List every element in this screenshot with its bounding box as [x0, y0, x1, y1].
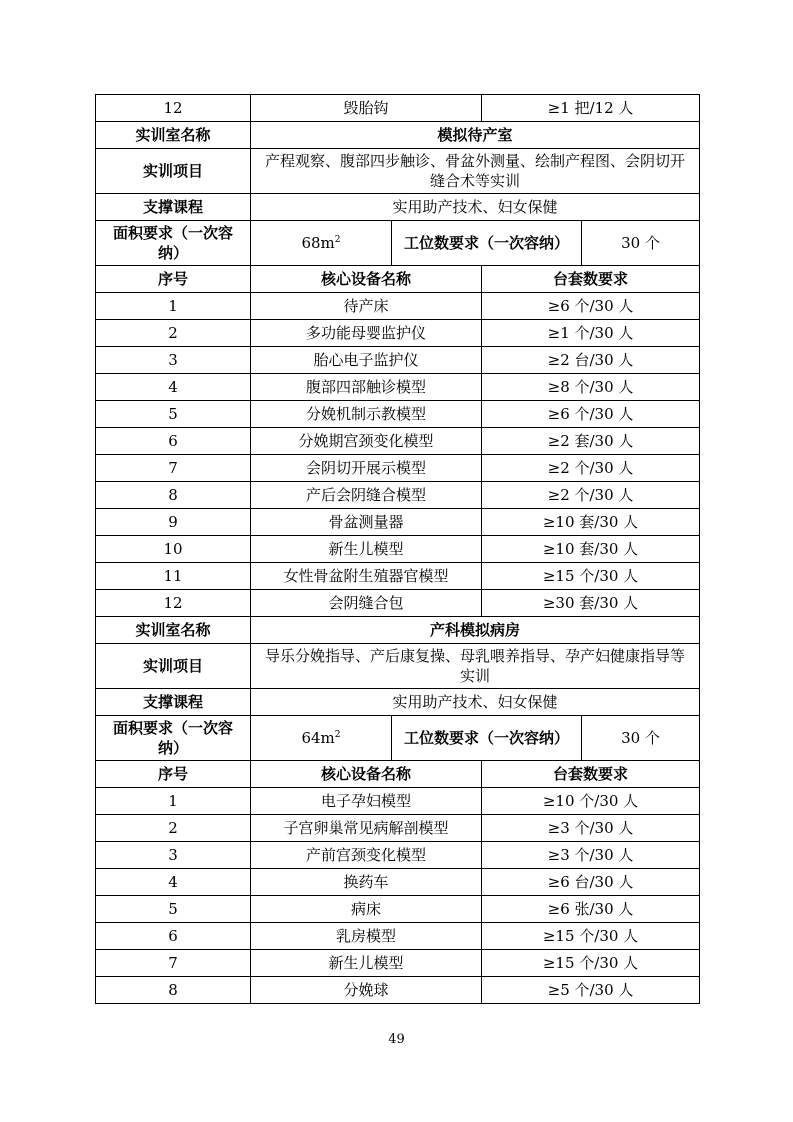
project-row [96, 644, 700, 689]
equipment-name: 新生儿模型 [251, 536, 482, 563]
course-text: 实用助产技术、妇女保健 [251, 194, 700, 221]
equipment-name: 新生儿模型 [251, 950, 482, 977]
table-row [96, 923, 700, 950]
quantity: ≥3 个/30 人 [482, 815, 700, 842]
quantity: ≥10 套/30 人 [482, 536, 700, 563]
quantity-header: 台套数要求 [482, 761, 700, 788]
course-row [96, 689, 700, 716]
table-row [96, 455, 700, 482]
room-name-row [96, 617, 700, 644]
column-header-row [96, 761, 700, 788]
area-row [96, 221, 700, 266]
equipment-name: 病床 [251, 896, 482, 923]
row-no: 12 [96, 95, 251, 122]
quantity: ≥1 个/30 人 [482, 320, 700, 347]
quantity: ≥15 个/30 人 [482, 563, 700, 590]
course-text: 实用助产技术、妇女保健 [251, 689, 700, 716]
row-no: 6 [96, 923, 251, 950]
equipment-header: 核心设备名称 [251, 266, 482, 293]
table-row [96, 842, 700, 869]
workstation-label: 工位数要求（一次容纳） [392, 716, 582, 761]
table-row [96, 950, 700, 977]
area-value [251, 221, 392, 266]
course-row [96, 194, 700, 221]
row-no: 11 [96, 563, 251, 590]
equipment-name: 女性骨盆附生殖器官模型 [251, 563, 482, 590]
quantity: ≥15 个/30 人 [482, 950, 700, 977]
equipment-name: 分娩期宫颈变化模型 [251, 428, 482, 455]
row-no: 2 [96, 815, 251, 842]
quantity: ≥2 台/30 人 [482, 347, 700, 374]
room-name-row [96, 122, 700, 149]
area-row [96, 716, 700, 761]
project-text: 导乐分娩指导、产后康复操、母乳喂养指导、孕产妇健康指导等实训 [251, 644, 700, 689]
equipment-name: 毁胎钩 [251, 95, 482, 122]
row-no: 2 [96, 320, 251, 347]
equipment-name: 腹部四部触诊模型 [251, 374, 482, 401]
quantity: ≥10 个/30 人 [482, 788, 700, 815]
table-row [96, 788, 700, 815]
table-row [96, 320, 700, 347]
table-row [96, 95, 700, 122]
quantity: ≥6 张/30 人 [482, 896, 700, 923]
equipment-name: 产前宫颈变化模型 [251, 842, 482, 869]
quantity: ≥3 个/30 人 [482, 842, 700, 869]
quantity: ≥10 套/30 人 [482, 509, 700, 536]
quantity: ≥15 个/30 人 [482, 923, 700, 950]
project-row [96, 149, 700, 194]
quantity: ≥5 个/30 人 [482, 977, 700, 1004]
equipment-name: 分娩机制示教模型 [251, 401, 482, 428]
row-no: 4 [96, 869, 251, 896]
room-name-label: 实训室名称 [96, 617, 251, 644]
equipment-name: 产后会阴缝合模型 [251, 482, 482, 509]
row-no: 1 [96, 293, 251, 320]
area-value [251, 716, 392, 761]
equipment-name: 胎心电子监护仪 [251, 347, 482, 374]
row-no: 6 [96, 428, 251, 455]
row-no: 3 [96, 842, 251, 869]
workstation-value: 30 个 [582, 221, 700, 266]
course-label: 支撑课程 [96, 194, 251, 221]
quantity: ≥1 把/12 人 [482, 95, 700, 122]
table-row [96, 563, 700, 590]
table-row [96, 347, 700, 374]
area-label: 面积要求（一次容纳） [96, 716, 251, 761]
equipment-name: 子宫卵巢常见病解剖模型 [251, 815, 482, 842]
area-sup: 2 [334, 730, 341, 740]
quantity: ≥6 个/30 人 [482, 401, 700, 428]
page-number: 49 [388, 1032, 405, 1047]
row-no: 7 [96, 455, 251, 482]
table-row [96, 590, 700, 617]
area-sup: 2 [334, 235, 341, 245]
row-no: 10 [96, 536, 251, 563]
quantity: ≥30 套/30 人 [482, 590, 700, 617]
table-row [96, 428, 700, 455]
quantity: ≥2 套/30 人 [482, 428, 700, 455]
row-no: 4 [96, 374, 251, 401]
table-row [96, 977, 700, 1004]
table-row [96, 401, 700, 428]
row-no: 5 [96, 896, 251, 923]
workstation-value: 30 个 [582, 716, 700, 761]
equipment-name: 分娩球 [251, 977, 482, 1004]
quantity: ≥6 台/30 人 [482, 869, 700, 896]
quantity: ≥8 个/30 人 [482, 374, 700, 401]
no-header: 序号 [96, 266, 251, 293]
row-no: 5 [96, 401, 251, 428]
table-row [96, 374, 700, 401]
equipment-name: 多功能母婴监护仪 [251, 320, 482, 347]
table-row [96, 815, 700, 842]
workstation-label: 工位数要求（一次容纳） [392, 221, 582, 266]
equipment-name: 换药车 [251, 869, 482, 896]
column-header-row [96, 266, 700, 293]
equipment-name: 待产床 [251, 293, 482, 320]
area-label: 面积要求（一次容纳） [96, 221, 251, 266]
quantity: ≥2 个/30 人 [482, 482, 700, 509]
equipment-name: 会阴缝合包 [251, 590, 482, 617]
equipment-name: 电子孕妇模型 [251, 788, 482, 815]
quantity-header: 台套数要求 [482, 266, 700, 293]
table-row [96, 482, 700, 509]
row-no: 9 [96, 509, 251, 536]
row-no: 8 [96, 482, 251, 509]
project-text: 产程观察、腹部四步触诊、骨盆外测量、绘制产程图、会阴切开缝合术等实训 [251, 149, 700, 194]
table-row [96, 869, 700, 896]
course-label: 支撑课程 [96, 689, 251, 716]
row-no: 12 [96, 590, 251, 617]
equipment-header: 核心设备名称 [251, 761, 482, 788]
quantity: ≥6 个/30 人 [482, 293, 700, 320]
quantity: ≥2 个/30 人 [482, 455, 700, 482]
room-name-label: 实训室名称 [96, 122, 251, 149]
row-no: 8 [96, 977, 251, 1004]
no-header: 序号 [96, 761, 251, 788]
row-no: 7 [96, 950, 251, 977]
equipment-name: 乳房模型 [251, 923, 482, 950]
table-row [96, 293, 700, 320]
area-number: 64m [301, 729, 335, 747]
table-row [96, 509, 700, 536]
project-label: 实训项目 [96, 149, 251, 194]
equipment-table [95, 94, 700, 1004]
room-name: 产科模拟病房 [251, 617, 700, 644]
equipment-name: 骨盆测量器 [251, 509, 482, 536]
table-row [96, 536, 700, 563]
row-no: 1 [96, 788, 251, 815]
area-number: 68m [301, 234, 335, 252]
table-row [96, 896, 700, 923]
project-label: 实训项目 [96, 644, 251, 689]
row-no: 3 [96, 347, 251, 374]
equipment-name: 会阴切开展示模型 [251, 455, 482, 482]
room-name: 模拟待产室 [251, 122, 700, 149]
